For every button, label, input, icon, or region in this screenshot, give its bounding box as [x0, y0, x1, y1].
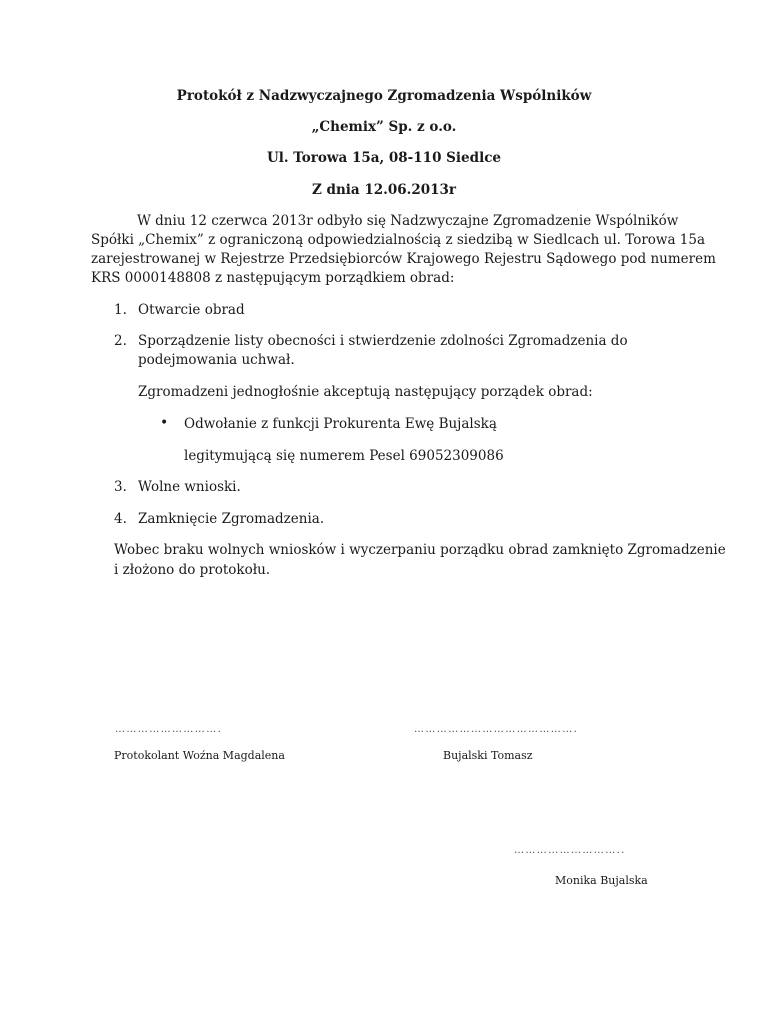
list-item-text: Zamknięcie Zgromadzenia.: [138, 511, 325, 527]
list-item-text: Wolne wnioski.: [138, 479, 241, 495]
signature-name-middle: Bujalski Tomasz: [443, 749, 533, 762]
agenda-acceptance: Zgromadzeni jednogłośnie akceptują następujący porządek obrad:: [138, 384, 593, 400]
list-item-number: 3.: [114, 479, 127, 495]
company-name: „Chemix” Sp. z o.o.: [311, 119, 457, 135]
intro-line-2: Spółki „Chemix” z ograniczoną odpowiedzialnością z siedzibą w Siedlcach ul. Torowa 15a: [91, 232, 706, 248]
bullet-text-continued: legitymującą się numerem Pesel 69052309086: [184, 448, 504, 464]
document-title: Protokół z Nadzwyczajnego Zgromadzenia Wspólników: [176, 88, 592, 104]
list-item-text-continued: podejmowania uchwał.: [138, 352, 295, 368]
closing-line-1: Wobec braku wolnych wniosków i wyczerpaniu porządku obrad zamknięto Zgromadzenie: [114, 542, 726, 558]
company-address: Ul. Torowa 15a, 08-110 Siedlce: [266, 150, 502, 166]
document-date: Z dnia 12.06.2013r: [311, 182, 457, 198]
list-item-text: Sporządzenie listy obecności i stwierdzenie zdolności Zgromadzenia do: [138, 333, 628, 349]
list-item-number: 4.: [114, 511, 127, 527]
signature-name-left: Protokolant Woźna Magdalena: [114, 749, 285, 762]
bullet-text: Odwołanie z funkcji Prokurenta Ewę Bujalską: [184, 416, 497, 432]
bullet-icon: •: [160, 415, 169, 431]
list-item-text: Otwarcie obrad: [138, 302, 245, 318]
intro-line-4: KRS 0000148808 z następującym porządkiem obrad:: [91, 270, 455, 286]
signature-line-middle: …………………………………….: [414, 724, 579, 735]
signature-name-right: Monika Bujalska: [555, 874, 648, 887]
list-item-number: 1.: [114, 302, 127, 318]
intro-line-3: zarejestrowanej w Rejestrze Przedsiębiorców Krajowego Rejestru Sądowego pod numerem: [91, 251, 716, 267]
signature-line-left: ……………………….: [115, 724, 223, 735]
closing-line-2: i złożono do protokołu.: [114, 562, 271, 578]
intro-line-1: W dniu 12 czerwca 2013r odbyło się Nadzwyczajne Zgromadzenie Wspólników: [137, 213, 679, 229]
signature-line-right: ………………………..: [514, 845, 626, 856]
list-item-number: 2.: [114, 333, 127, 349]
